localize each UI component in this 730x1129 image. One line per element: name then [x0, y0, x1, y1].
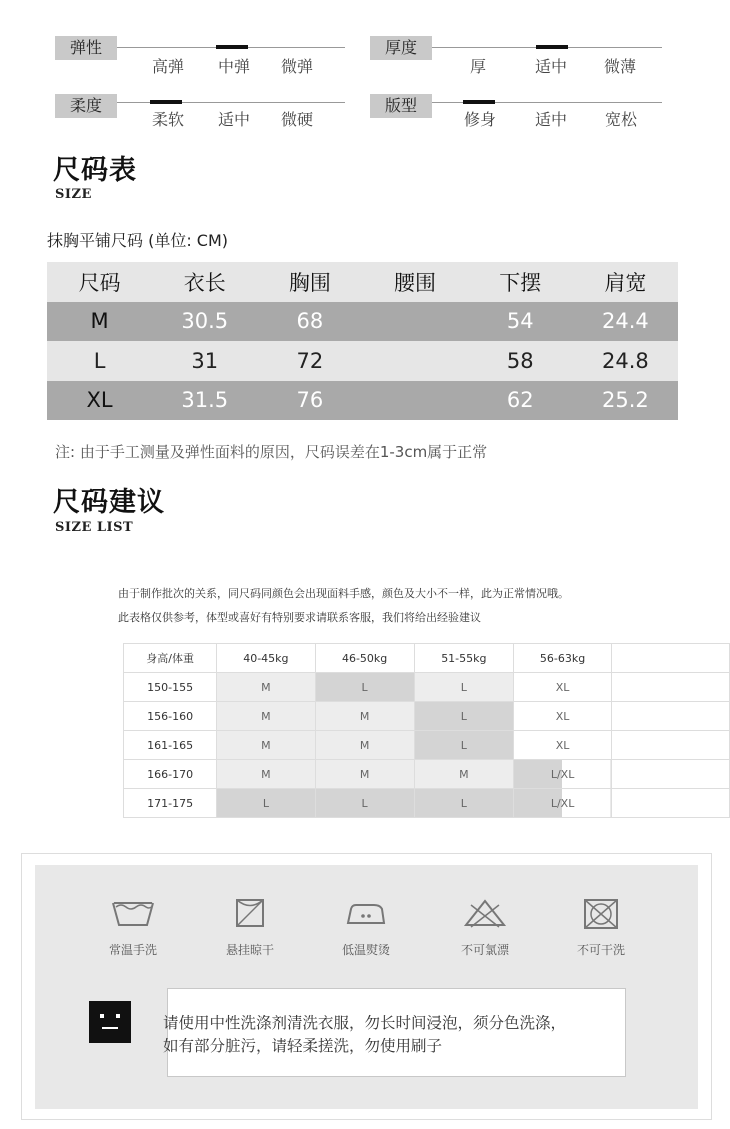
table-row — [47, 302, 678, 342]
table-row — [124, 673, 730, 702]
size-suggest-desc: 由于制作批次的关系，同尺码同颜色会出现面料手感，颜色及大小不一样，此为正常情况哦。 — [118, 587, 569, 600]
table-cell: L/XL — [513, 789, 611, 818]
table-header-cell: 40-45kg — [217, 644, 315, 673]
care-label: 不可氯漂 — [460, 943, 509, 957]
care-item — [311, 897, 421, 958]
care-panel — [35, 865, 698, 1109]
attr-option: 微硬 — [280, 110, 313, 129]
care-item — [78, 897, 188, 958]
attr-option: 柔软 — [151, 110, 184, 129]
care-label: 不可干洗 — [576, 943, 625, 957]
no-bleach-icon — [430, 897, 540, 931]
attr-option: 中弹 — [217, 57, 250, 76]
table-cell: 171-175 — [124, 789, 217, 818]
care-section — [21, 853, 712, 1120]
care-note-text — [163, 1012, 566, 1058]
table-header-cell: 肩宽 — [604, 270, 647, 295]
size-table — [47, 262, 678, 420]
table-cell: M — [90, 309, 109, 334]
table-cell: L/XL — [513, 760, 611, 789]
table-header-cell: 46-50kg — [315, 644, 414, 673]
table-header-cell: 51-55kg — [414, 644, 513, 673]
table-cell: 58 — [506, 348, 534, 373]
table-cell: XL — [513, 731, 611, 760]
attr-option: 适中 — [217, 110, 250, 129]
face-eye — [116, 1014, 120, 1018]
table-header-cell: 胸围 — [288, 270, 331, 295]
table-cell: 54 — [506, 309, 534, 334]
table-cell: XL — [86, 388, 113, 413]
table-header-cell: 尺码 — [78, 270, 121, 295]
table-cell: 166-170 — [124, 760, 217, 789]
attr-option: 微薄 — [603, 57, 636, 76]
size-suggest-table — [123, 643, 730, 818]
size-table-header — [47, 262, 678, 302]
table-cell: M — [315, 702, 414, 731]
table-cell: L — [414, 673, 513, 702]
care-item — [195, 897, 305, 958]
attr-selected-marker — [216, 45, 248, 49]
table-cell: 150-155 — [124, 673, 217, 702]
table-row — [124, 789, 730, 818]
size-suggest-subtitle: SIZE LIST — [55, 520, 134, 535]
table-empty-cell — [612, 760, 730, 789]
care-item — [430, 897, 540, 958]
table-cell: 72 — [296, 348, 324, 373]
table-row — [47, 341, 678, 381]
attr-label: 厚度 — [370, 36, 432, 60]
table-cell: M — [315, 731, 414, 760]
attr-option: 适中 — [534, 57, 567, 76]
table-header-row — [124, 644, 730, 673]
table-cell: 25.2 — [601, 388, 649, 413]
table-cell: L — [315, 673, 414, 702]
table-cell: M — [414, 760, 513, 789]
care-note-line: 请使用中性洗涤剂清洗衣服，勿长时间浸泡，须分色洗涤， — [163, 1014, 567, 1032]
table-empty-cell — [612, 789, 730, 818]
attr-selected-marker — [150, 100, 182, 104]
attr-selected-marker — [463, 100, 495, 104]
attr-selected-marker — [536, 45, 568, 49]
table-empty-cell — [612, 731, 730, 760]
size-suggest-title: 尺码建议 — [53, 487, 165, 518]
table-cell: 24.8 — [601, 348, 649, 373]
care-item — [546, 897, 656, 958]
care-label: 悬挂晾干 — [225, 943, 274, 957]
table-cell: L — [414, 789, 513, 818]
size-chart-title: 尺码表 — [53, 155, 137, 186]
face-mouth — [102, 1027, 118, 1029]
table-header-cell: 身高/体重 — [124, 644, 217, 673]
no-dryclean-icon — [546, 897, 656, 931]
table-header-cell: 腰围 — [394, 270, 437, 295]
attr-label: 弹性 — [55, 36, 117, 60]
attr-label: 柔度 — [55, 94, 117, 118]
size-suggest-desc: 此表格仅供参考，体型或喜好有特别要求请联系客服，我们将给出经验建议 — [118, 611, 481, 624]
table-empty-cell — [612, 673, 730, 702]
table-row — [124, 702, 730, 731]
table-row — [47, 381, 678, 421]
attr-option: 厚 — [469, 57, 486, 76]
table-cell: L — [217, 789, 315, 818]
attr-option: 微弹 — [280, 57, 313, 76]
attr-option: 高弹 — [151, 57, 184, 76]
table-cell: XL — [513, 702, 611, 731]
table-header-cell: 56-63kg — [513, 644, 611, 673]
table-header-cell: 衣长 — [183, 270, 226, 295]
hand-wash-icon — [78, 897, 188, 931]
care-label: 常温手洗 — [108, 943, 157, 957]
size-chart-caption: 抹胸平铺尺码 (单位: CM) — [47, 231, 229, 250]
table-cell: L — [93, 348, 106, 373]
care-label: 低温熨烫 — [341, 943, 390, 957]
table-cell: 31 — [191, 348, 219, 373]
table-cell: L — [414, 731, 513, 760]
table-cell: 62 — [506, 388, 534, 413]
table-header-cell: 下摆 — [499, 270, 542, 295]
table-cell: M — [217, 673, 315, 702]
table-cell: 68 — [296, 309, 324, 334]
attr-option: 修身 — [463, 110, 496, 129]
table-cell: M — [217, 702, 315, 731]
hang-dry-icon — [195, 897, 305, 931]
table-cell: M — [315, 760, 414, 789]
table-cell: XL — [513, 673, 611, 702]
attr-option: 适中 — [534, 110, 567, 129]
table-cell: 31.5 — [181, 388, 229, 413]
face-eye — [100, 1014, 104, 1018]
table-cell: M — [217, 731, 315, 760]
table-cell: 156-160 — [124, 702, 217, 731]
size-chart-note: 注: 由于手工测量及弹性面料的原因，尺码误差在1-3cm属于正常 — [55, 443, 488, 461]
attr-label: 版型 — [370, 94, 432, 118]
size-chart-subtitle: SIZE — [55, 187, 92, 202]
low-iron-icon — [311, 897, 421, 931]
table-empty-cell — [612, 644, 730, 673]
face-icon — [89, 1001, 131, 1043]
table-row — [124, 731, 730, 760]
table-cell: 24.4 — [601, 309, 649, 334]
table-empty-cell — [612, 702, 730, 731]
table-cell: 161-165 — [124, 731, 217, 760]
table-cell: L — [315, 789, 414, 818]
table-row — [124, 760, 730, 789]
care-note-line: 如有部分脏污，请轻柔搓洗，勿使用刷子 — [163, 1037, 443, 1055]
table-cell: L — [414, 702, 513, 731]
table-cell: 30.5 — [181, 309, 229, 334]
attr-option: 宽松 — [604, 110, 637, 129]
table-cell: 76 — [296, 388, 324, 413]
table-cell: M — [217, 760, 315, 789]
